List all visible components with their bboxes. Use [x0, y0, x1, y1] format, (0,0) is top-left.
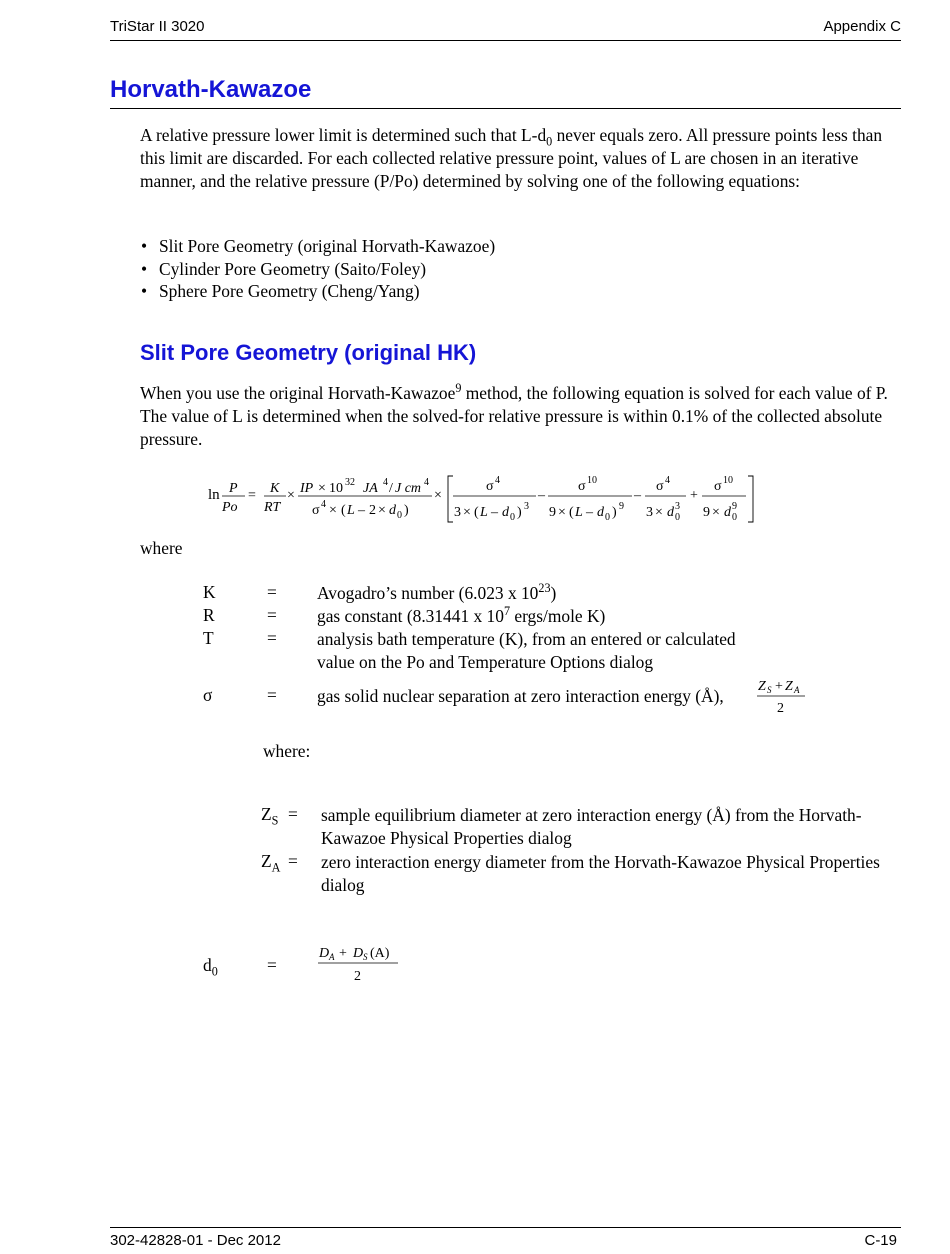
subsection-paragraph [140, 382, 904, 451]
footer-doc-number: 302-42828-01 - Dec 2012 [110, 1232, 281, 1249]
eq-t3-d: d [667, 505, 674, 520]
eq-t4-sigma: σ [714, 479, 722, 494]
def-R-equals: = [267, 605, 277, 625]
def-ZS-symbol [261, 804, 279, 828]
hk-equation [208, 468, 768, 528]
d0-frac-DS-sub: S [363, 952, 368, 962]
d0-frac-paren: (A) [370, 946, 390, 961]
eq-t2-times: × [558, 505, 566, 520]
eq-t2-nine: 9 [549, 505, 556, 520]
def-ZS-equals: = [288, 804, 298, 824]
def-R-desc-a: gas constant (8.31441 x 10 [317, 606, 504, 626]
d0-frac-two: 2 [354, 969, 361, 984]
eq-den-paren-close: ) [404, 503, 409, 518]
eq-t3-sigma: σ [656, 479, 664, 494]
eq-t4-nine: 9 [703, 505, 710, 520]
eq-t2-sub0: 0 [605, 512, 610, 523]
where-label: where [140, 538, 183, 558]
sigma-frac-ZS-sub: S [767, 685, 772, 695]
eq-t1-d: d [502, 505, 509, 520]
section-rule [110, 108, 901, 109]
def-R-desc [317, 605, 897, 628]
eq-t1-exp: 4 [495, 475, 500, 486]
header-appendix: Appendix C [823, 18, 901, 35]
footer-page-number: C-19 [864, 1232, 897, 1249]
def-ZA-symbol [261, 851, 281, 875]
eq-t2-paren-close: ) [612, 505, 617, 520]
eq-times-1: × [287, 488, 295, 503]
subsection-text-a: When you use the original Horvath-Kawazoe [140, 383, 456, 403]
eq-den-d: d [389, 503, 396, 518]
eq-t4-sub0: 0 [732, 512, 737, 523]
def-ZA-desc: zero interaction energy diameter from the Horvath-Kawazoe Physical Properties dialog [321, 852, 880, 895]
def-sigma-desc: gas solid nuclear separation at zero interaction energy (Å), [317, 686, 724, 706]
geometry-list [140, 235, 495, 303]
eq-den-two: 2 [369, 503, 376, 518]
eq-t2-paren-open: ( [569, 505, 574, 520]
eq-t2-pow: 9 [619, 501, 624, 512]
eq-minus-2: – [634, 488, 641, 503]
eq-den-L: L [347, 503, 355, 518]
eq-t1-paren-open: ( [474, 505, 479, 520]
where-colon-label: where: [263, 741, 311, 761]
sigma-frac-ZA: Z [785, 679, 793, 694]
def-T-symbol: T [203, 628, 214, 648]
eq-t1-sub0: 0 [510, 512, 515, 523]
eq-t1-times: × [463, 505, 471, 520]
eq-t1-minus: – [491, 505, 498, 520]
sigma-frac-plus: + [775, 679, 783, 694]
eq-JA: JA [363, 481, 378, 496]
def-ZA-letter: Z [261, 851, 272, 871]
intro-subscript: 0 [546, 134, 553, 149]
eq-t2-d: d [597, 505, 604, 520]
header-title: TriStar II 3020 [110, 18, 205, 35]
def-d0-equals: = [267, 955, 277, 975]
eq-times-2: × [318, 481, 326, 496]
d0-frac-DA: D [319, 946, 330, 961]
eq-den-exp4: 4 [321, 499, 326, 510]
eq-t3-exp: 4 [665, 475, 670, 486]
eq-ten: 10 [329, 481, 343, 496]
def-ZA-sub: A [271, 860, 281, 875]
eq-den-times2: × [378, 503, 386, 518]
eq-minus-1: – [538, 488, 545, 503]
eq-t3-three: 3 [646, 505, 653, 520]
def-K-desc [317, 582, 897, 605]
eq-t2-L: L [575, 505, 583, 520]
eq-t3-times: × [655, 505, 663, 520]
reference-superscript: 9 [455, 381, 462, 396]
eq-plus: + [690, 488, 698, 503]
eq-t1-sigma: σ [486, 479, 494, 494]
eq-Po: Po [222, 500, 238, 515]
eq-t1-pow: 3 [524, 501, 529, 512]
eq-sigma-den: σ [312, 503, 320, 518]
def-K-symbol: K [203, 582, 216, 602]
def-R-symbol: R [203, 605, 215, 625]
eq-den-minus: – [358, 503, 365, 518]
list-item-text: Slit Pore Geometry (original Horvath-Kawazoe) [159, 236, 496, 256]
eq-t1-L: L [480, 505, 488, 520]
def-T-equals: = [267, 628, 277, 648]
def-d0-sub: 0 [211, 964, 218, 979]
def-T-desc-line2: value on the Po and Temperature Options dialog [317, 652, 654, 672]
def-ZS-desc: sample equilibrium diameter at zero interaction energy (Å) from the Horvath-Kawazoe Physical Properties dialog [321, 805, 862, 848]
eq-t2-sigma: σ [578, 479, 586, 494]
subsection-title: Slit Pore Geometry (original HK) [140, 340, 477, 365]
intro-paragraph [140, 124, 904, 193]
eq-t4-exp: 10 [723, 475, 733, 486]
bullet-dot: • [141, 236, 148, 256]
d0-fraction [315, 942, 405, 986]
section-title: Horvath-Kawazoe [110, 76, 312, 103]
eq-t4-d: d [724, 505, 731, 520]
eq-exp32: 32 [345, 477, 355, 488]
def-d0-symbol [203, 955, 218, 979]
def-K-desc-a: Avogadro’s number (6.023 x 10 [317, 583, 539, 603]
eq-den-sub0: 0 [397, 510, 402, 521]
def-sigma-symbol: σ [203, 685, 213, 705]
eq-exp4b: 4 [424, 477, 429, 488]
sigma-frac-ZS: Z [758, 679, 766, 694]
sigma-frac-two: 2 [777, 701, 784, 716]
list-item-text: Cylinder Pore Geometry (Saito/Foley) [159, 258, 427, 279]
eq-RT: RT [264, 500, 281, 515]
eq-t1-three: 3 [454, 505, 461, 520]
eq-t4-times: × [712, 505, 720, 520]
eq-t3-sub0: 0 [675, 512, 680, 523]
eq-ln: ln [208, 487, 220, 503]
d0-frac-plus: + [339, 946, 347, 961]
def-ZA-equals: = [288, 851, 298, 871]
eq-IP: IP [300, 481, 314, 496]
bullet-dot: • [141, 281, 148, 301]
def-sigma-equals: = [267, 685, 277, 705]
eq-t2-minus: – [586, 505, 593, 520]
def-K-desc-b: ) [550, 583, 557, 603]
sigma-fraction [755, 674, 807, 718]
footer-rule [110, 1227, 901, 1228]
eq-t3-pow: 3 [675, 501, 680, 512]
eq-equals: = [248, 488, 256, 503]
def-K-equals: = [267, 582, 277, 602]
list-item [140, 280, 495, 303]
bullet-dot: • [141, 258, 148, 279]
eq-Jcm: J cm [395, 481, 422, 496]
eq-slash: / [389, 481, 393, 496]
list-item [140, 258, 495, 281]
intro-text-a: A relative pressure lower limit is determined such that L-d [140, 125, 547, 145]
def-ZS-sub: S [271, 813, 279, 828]
subsection-text-b: method, the following equation is solved for each value of P. The value of L is determined when the solved-for relative pressure is within 0.1% of the collected absolute pressure. [140, 383, 888, 449]
def-d0-letter: d [203, 955, 212, 975]
intro-text-b: never equals zero. All pressure points less than this limit are discarded. For each collected relative pressure point, values of L are chosen in an iterative manner, and the relative pressure (P/Po) determined by solving one of the following equations: [140, 125, 883, 191]
list-item [140, 235, 495, 258]
eq-t1-paren-close: ) [517, 505, 522, 520]
def-R-exp: 7 [503, 604, 511, 619]
eq-times-3: × [434, 488, 442, 503]
eq-den-paren-open: ( [341, 503, 346, 518]
def-R-desc-b: ergs/mole K) [510, 606, 606, 626]
header-rule [110, 40, 901, 41]
eq-den-times: × [329, 503, 337, 518]
def-ZS-letter: Z [261, 804, 272, 824]
list-item-text: Sphere Pore Geometry (Cheng/Yang) [159, 281, 420, 301]
def-K-exp: 23 [538, 581, 551, 596]
eq-t2-exp: 10 [587, 475, 597, 486]
sigma-frac-ZA-sub: A [794, 685, 800, 695]
eq-t4-pow: 9 [732, 501, 737, 512]
eq-exp4a: 4 [383, 477, 388, 488]
eq-P: P [229, 481, 238, 496]
d0-frac-DA-sub: A [329, 952, 335, 962]
def-T-desc-line1: analysis bath temperature (K), from an entered or calculated [317, 629, 736, 649]
def-T-desc [317, 628, 897, 674]
eq-K: K [270, 481, 280, 496]
d0-frac-DS: D [353, 946, 364, 961]
